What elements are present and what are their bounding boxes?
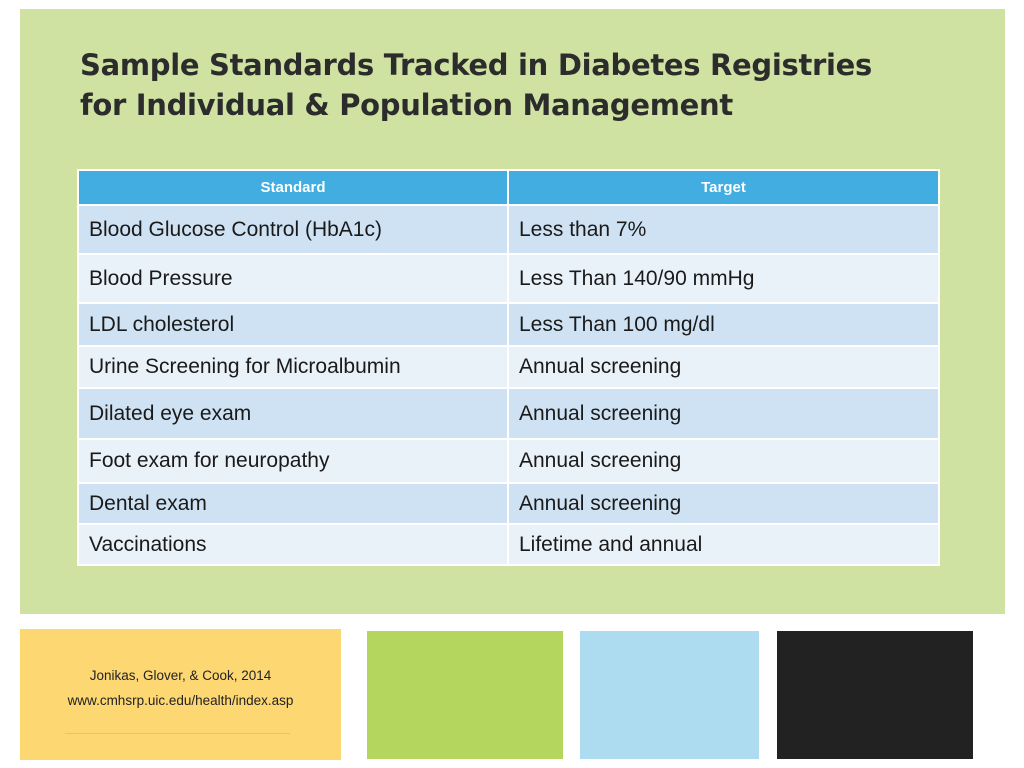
standards-table xyxy=(77,169,940,566)
standard-cell: Urine Screening for Microalbumin xyxy=(78,346,508,388)
target-cell: Annual screening xyxy=(508,439,939,483)
table-row xyxy=(78,524,939,565)
standard-cell: LDL cholesterol xyxy=(78,303,508,346)
table-row xyxy=(78,254,939,303)
slide-title xyxy=(80,45,960,125)
green-color-block xyxy=(367,631,563,759)
black-color-block xyxy=(777,631,973,759)
header-target: Target xyxy=(508,170,939,205)
citation-text: Jonikas, Glover, & Cook, 2014 xyxy=(89,668,272,683)
citation-box xyxy=(20,629,341,760)
standard-cell: Blood Pressure xyxy=(78,254,508,303)
standard-cell: Blood Glucose Control (HbA1c) xyxy=(78,205,508,254)
target-cell: Annual screening xyxy=(508,346,939,388)
standard-cell: Vaccinations xyxy=(78,524,508,565)
citation-divider xyxy=(65,733,290,734)
title-line-1: Sample Standards Tracked in Diabetes Registries xyxy=(80,48,873,82)
table-row xyxy=(78,346,939,388)
table-row xyxy=(78,303,939,346)
standards-table-wrapper xyxy=(77,169,938,566)
table-row xyxy=(78,439,939,483)
target-cell: Less Than 100 mg/dl xyxy=(508,303,939,346)
table-row xyxy=(78,205,939,254)
standard-cell: Dental exam xyxy=(78,483,508,524)
header-standard: Standard xyxy=(78,170,508,205)
title-line-2: for Individual & Population Management xyxy=(80,88,733,122)
target-cell: Lifetime and annual xyxy=(508,524,939,565)
target-cell: Less Than 140/90 mmHg xyxy=(508,254,939,303)
table-row xyxy=(78,388,939,439)
standard-cell: Foot exam for neuropathy xyxy=(78,439,508,483)
table-header-row xyxy=(78,170,939,205)
table-row xyxy=(78,483,939,524)
target-cell: Annual screening xyxy=(508,483,939,524)
citation-url: www.cmhsrp.uic.edu/health/index.asp xyxy=(67,693,294,708)
target-cell: Less than 7% xyxy=(508,205,939,254)
standard-cell: Dilated eye exam xyxy=(78,388,508,439)
target-cell: Annual screening xyxy=(508,388,939,439)
main-panel xyxy=(20,9,1005,614)
blue-color-block xyxy=(580,631,759,759)
